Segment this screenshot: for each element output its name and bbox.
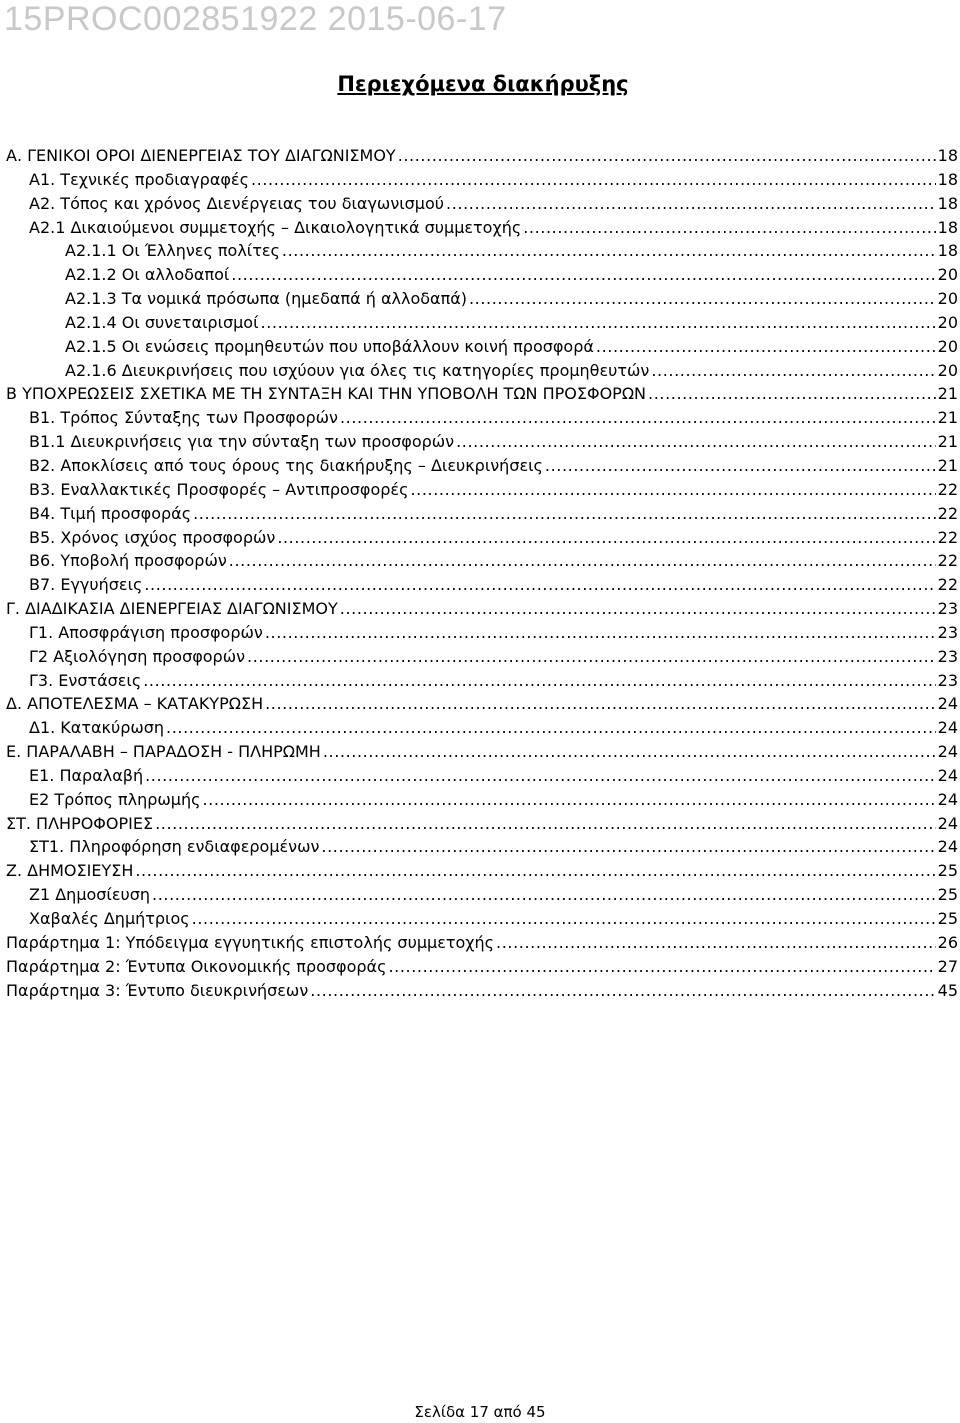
toc-entry-page-number: 20 (937, 336, 958, 356)
toc-entry-label: Ε. ΠΑΡΑΛΑΒΗ – ΠΑΡΑΔΟΣΗ - ΠΛΗΡΩΜΗ (6, 742, 321, 762)
toc-entry-label: Γ1. Αποσφράγιση προσφορών (29, 622, 263, 642)
toc-entry-page-number: 45 (937, 980, 958, 1000)
toc-entry-label: Ζ. ΔΗΜΟΣΙΕΥΣΗ (6, 861, 134, 881)
toc-entry-page-number: 18 (937, 169, 958, 189)
toc-dot-leader (545, 454, 936, 478)
toc-entry-page-number: 25 (937, 885, 958, 905)
toc-entry-label: Α1. Τεχνικές προδιαγραφές (29, 169, 249, 189)
toc-entry-page-number: 23 (937, 622, 958, 642)
toc-entry[interactable] (6, 812, 960, 836)
toc-entry[interactable] (6, 287, 960, 311)
toc-dot-leader (469, 287, 936, 311)
toc-entry[interactable] (6, 430, 960, 454)
toc-entry-label: Β1.1 Διευκρινήσεις για την σύνταξη των προσφορών (29, 432, 455, 452)
toc-entry-label: Δ1. Κατακύρωση (29, 718, 165, 738)
toc-dot-leader (144, 573, 935, 597)
toc-entry-label: Α2.1 Δικαιούμενοι συμμετοχής – Δικαιολογητικά συμμετοχής (29, 217, 522, 237)
toc-dot-leader (251, 168, 936, 192)
toc-entry-label: Α2.1.1 Οι Έλληνες πολίτες (65, 241, 280, 261)
toc-entry-label: Α2.1.5 Οι ενώσεις προμηθευτών που υποβάλλουν κοινή προσφορά (65, 336, 594, 356)
toc-entry[interactable] (6, 979, 960, 1003)
toc-entry-page-number: 20 (937, 312, 958, 332)
toc-dot-leader (310, 979, 935, 1003)
toc-entry-label: Β ΥΠΟΧΡΕΩΣΕΙΣ ΣΧΕΤΙΚΑ ΜΕ ΤΗ ΣΥΝΤΑΞΗ ΚΑΙ ΤΗΝ ΥΠΟΒΟΛΗ ΤΩΝ ΠΡΟΣΦΟΡΩΝ (6, 384, 647, 404)
toc-entry-page-number: 25 (937, 861, 958, 881)
toc-entry-label: ΣΤ. ΠΛΗΡΟΦΟΡΙΕΣ (6, 813, 154, 833)
toc-entry[interactable] (6, 716, 960, 740)
toc-entry-page-number: 18 (937, 241, 958, 261)
toc-entry-label: Ζ1 Δημοσίευση (29, 885, 151, 905)
toc-dot-leader (152, 883, 936, 907)
toc-dot-leader (143, 669, 935, 693)
toc-entry-label: ΣΤ1. Πληροφόρηση ενδιαφερομένων (29, 837, 320, 857)
toc-entry-label: Γ3. Ενστάσεις (29, 670, 142, 690)
toc-dot-leader (282, 239, 936, 263)
toc-dot-leader (651, 359, 935, 383)
toc-entry-page-number: 21 (937, 408, 958, 428)
toc-entry-label: Α2.1.3 Τα νομικά πρόσωπα (ημεδαπά ή αλλοδαπά) (65, 289, 467, 309)
toc-entry[interactable] (6, 216, 960, 240)
toc-dot-leader (321, 835, 935, 859)
toc-dot-leader (496, 931, 936, 955)
toc-entry-page-number: 24 (937, 765, 958, 785)
toc-entry-label: Παράρτημα 2: Έντυπα Οικονομικής προσφοράς (6, 956, 387, 976)
toc-entry-page-number: 25 (937, 909, 958, 928)
toc-entry-page-number: 18 (937, 146, 958, 165)
toc-entry-page-number: 23 (937, 670, 958, 690)
toc-entry[interactable] (6, 740, 960, 764)
toc-entry[interactable] (6, 263, 960, 287)
toc-entry-page-number: 22 (937, 575, 958, 595)
toc-entry[interactable] (6, 311, 960, 335)
toc-dot-leader (410, 478, 935, 502)
toc-entry[interactable] (6, 692, 960, 716)
toc-title: Περιεχόμενα διακήρυξης (337, 72, 629, 96)
toc-entry-page-number: 22 (937, 503, 958, 523)
toc-dot-leader (261, 311, 936, 335)
toc-entry-label: Β4. Τιμή προσφοράς (29, 503, 192, 523)
toc-dot-leader (135, 859, 935, 883)
toc-dot-leader (193, 502, 936, 526)
toc-entry[interactable] (6, 239, 960, 263)
toc-entry[interactable] (6, 788, 960, 812)
toc-dot-leader (231, 263, 935, 287)
toc-entry-page-number: 22 (937, 527, 958, 547)
toc-dot-leader (192, 907, 936, 931)
toc-entry[interactable] (6, 883, 960, 907)
toc-entry-label: Γ. ΔΙΑΔΙΚΑΣΙΑ ΔΙΕΝΕΡΓΕΙΑΣ ΔΙΑΓΩΝΙΣΜΟΥ (6, 599, 338, 619)
table-of-contents (6, 144, 960, 1002)
toc-entry-label: Α2.1.2 Οι αλλοδαποί (65, 265, 230, 285)
toc-entry-page-number: 20 (937, 265, 958, 285)
toc-entry[interactable] (6, 645, 960, 669)
toc-entry-page-number: 24 (937, 718, 958, 738)
toc-entry-page-number: 26 (937, 932, 958, 952)
toc-entry[interactable] (6, 192, 960, 216)
toc-dot-leader (340, 406, 936, 430)
toc-entry-label: Β7. Εγγυήσεις (29, 575, 143, 595)
toc-entry-page-number: 22 (937, 479, 958, 499)
toc-entry[interactable] (6, 335, 960, 359)
toc-entry[interactable] (6, 526, 960, 550)
toc-entry[interactable] (6, 549, 960, 573)
toc-entry-label: Β5. Χρόνος ισχύος προσφορών (29, 527, 276, 547)
toc-entry-page-number: 24 (937, 694, 958, 714)
toc-entry-page-number: 20 (937, 289, 958, 309)
toc-dot-leader (323, 740, 936, 764)
toc-entry-page-number: 23 (937, 646, 958, 666)
toc-entry[interactable] (6, 454, 960, 478)
toc-entry-page-number: 24 (937, 813, 958, 833)
toc-entry-label: Α2.1.4 Οι συνεταιρισμοί (65, 312, 259, 332)
toc-entry-page-number: 24 (937, 789, 958, 809)
toc-entry[interactable] (6, 669, 960, 693)
toc-entry[interactable] (6, 502, 960, 526)
toc-entry[interactable] (6, 931, 960, 955)
toc-entry[interactable] (6, 859, 960, 883)
toc-entry-label: Β6. Υποβολή προσφορών (29, 551, 227, 571)
toc-entry-page-number: 20 (937, 360, 958, 380)
toc-dot-leader (166, 716, 936, 740)
toc-entry-page-number: 27 (937, 956, 958, 976)
toc-entry-page-number: 23 (937, 599, 958, 619)
toc-dot-leader (145, 764, 936, 788)
toc-entry-label: Α2.1.6 Διευκρινήσεις που ισχύουν για όλες τις κατηγορίες προμηθευτών (65, 360, 650, 380)
toc-entry-label: Α2. Τόπος και χρόνος Διενέργειας του διαγωνισμού (29, 193, 445, 213)
toc-dot-leader (265, 621, 936, 645)
toc-entry-label: Ε1. Παραλαβή (29, 765, 144, 785)
toc-dot-leader (388, 955, 935, 979)
toc-entry-label: Παράρτημα 3: Έντυπο διευκρινήσεων (6, 980, 309, 1000)
toc-dot-leader (229, 549, 936, 573)
toc-entry[interactable] (6, 144, 960, 168)
toc-entry-label: Παράρτημα 1: Υπόδειγμα εγγυητικής επιστολής συμμετοχής (6, 932, 495, 952)
toc-entry-label: Β2. Αποκλίσεις από τους όρους της διακήρυξης – Διευκρινήσεις (29, 455, 543, 475)
toc-dot-leader (155, 812, 936, 836)
toc-dot-leader (596, 335, 936, 359)
toc-entry[interactable] (6, 478, 960, 502)
toc-entry[interactable] (6, 907, 960, 931)
toc-dot-leader (247, 645, 936, 669)
toc-entry[interactable] (6, 835, 960, 859)
toc-entry[interactable] (6, 621, 960, 645)
toc-entry[interactable] (6, 573, 960, 597)
toc-entry-label: Α. ΓΕΝΙΚΟΙ ΟΡΟΙ ΔΙΕΝΕΡΓΕΙΑΣ ΤΟΥ ΔΙΑΓΩΝΙΣΜΟΥ (6, 146, 396, 165)
toc-entry-label: Γ2 Αξιολόγηση προσφορών (29, 646, 246, 666)
toc-dot-leader (203, 788, 936, 812)
document-watermark: 15PROC002851922 2015-06-17 (4, 0, 507, 38)
toc-entry-label: Β1. Τρόπος Σύνταξης των Προσφορών (29, 408, 338, 428)
toc-entry[interactable] (6, 955, 960, 979)
toc-dot-leader (446, 192, 936, 216)
toc-dot-leader (340, 597, 936, 621)
toc-dot-leader (398, 144, 936, 168)
toc-dot-leader (648, 382, 936, 406)
toc-entry-label: Β3. Εναλλακτικές Προσφορές – Αντιπροσφορές (29, 479, 409, 499)
toc-entry-page-number: 24 (937, 837, 958, 857)
toc-dot-leader (456, 430, 936, 454)
toc-entry[interactable] (6, 597, 960, 621)
toc-entry[interactable] (6, 382, 960, 406)
toc-entry-page-number: 21 (937, 432, 958, 452)
toc-entry-page-number: 22 (937, 551, 958, 571)
toc-entry-page-number: 24 (937, 742, 958, 762)
toc-entry[interactable] (6, 359, 960, 383)
toc-entry-label: Χαβαλές Δημήτριος (29, 909, 190, 928)
toc-entry-page-number: 18 (937, 217, 958, 237)
toc-entry-page-number: 21 (937, 384, 958, 404)
toc-dot-leader (277, 526, 935, 550)
toc-entry[interactable] (6, 764, 960, 788)
toc-dot-leader (523, 216, 935, 240)
toc-entry-page-number: 21 (937, 455, 958, 475)
toc-entry[interactable] (6, 168, 960, 192)
toc-entry-label: Δ. ΑΠΟΤΕΛΕΣΜΑ – ΚΑΤΑΚΥΡΩΣΗ (6, 694, 264, 714)
toc-entry-label: Ε2 Τρόπος πληρωμής (29, 789, 201, 809)
toc-dot-leader (265, 692, 936, 716)
page-footer: Σελίδα 17 από 45 (414, 1403, 546, 1421)
toc-entry-page-number: 18 (937, 193, 958, 213)
toc-entry[interactable] (6, 406, 960, 430)
